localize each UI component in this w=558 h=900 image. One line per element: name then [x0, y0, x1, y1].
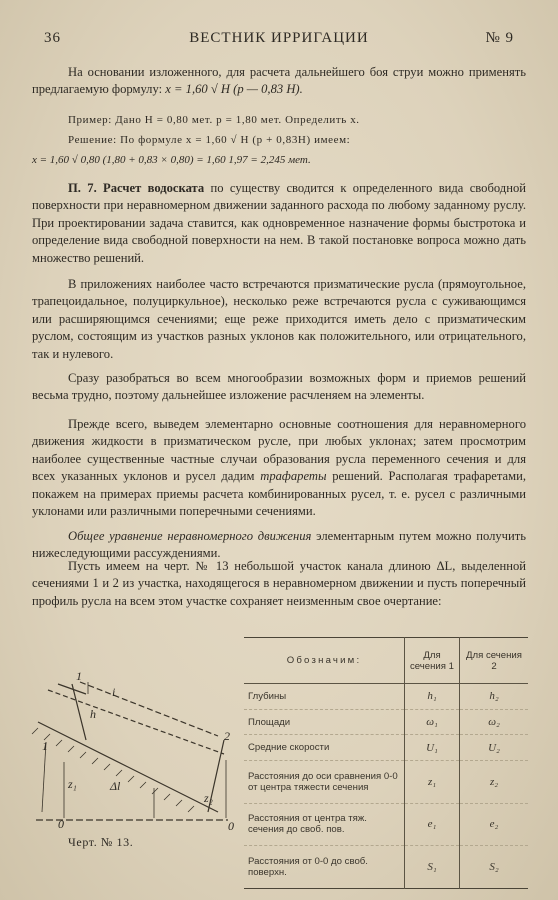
intro-text: На основании изложенного, для расчета дальнейшего боя струи можно применять предлагаемую формулу:	[32, 65, 526, 97]
row-value-section-1: S₁	[405, 846, 460, 889]
row-value-section-2: U₂	[460, 735, 529, 761]
paragraph-decomposition: Сразу разобраться во всем многообразии возможных форм и приемов решений весьма трудно, поэтому дальнейшее изложение расчленяем на элементы.	[32, 371, 526, 403]
templates-text-1: Прежде всего, выведем элементарно основные соотношения для неравномерного движения жидкости в призматическом русле, при любых уклонах; затем просмотрим наиболее существенные частные случаи образования русла переменного сечения и для всех указанных уклонов и русел дадим	[32, 417, 526, 484]
row-label: Площади	[244, 709, 405, 735]
row-value-section-1: ω₁	[405, 709, 460, 735]
paragraph-templates	[32, 416, 526, 520]
datum-0-left-label: 0	[58, 817, 64, 831]
row-label: Расстояния от 0-0 до своб. поверхн.	[244, 846, 405, 889]
example-solution: Решение: По формуле x = 1,60 √ H (p + 0,83H) имеем:	[68, 134, 351, 146]
page-number: 36	[44, 30, 61, 46]
row-label: Средние скорости	[244, 735, 405, 761]
row-value-section-1: z₁	[405, 760, 460, 803]
intro-formula: x = 1,60 √ H (p — 0,83 H).	[165, 82, 303, 97]
table-row	[244, 803, 528, 846]
example-given: Пример: Дано H = 0,80 мет. p = 1,80 мет. Определить x.	[68, 114, 360, 126]
section-7-text: по существу сводится к определенного вида свободной поверхности при неравномерном движении заданного расхода по любому заданному руслу. При проектировании задача ставится, как одновременное назначение формы быстротока и определение вида свободной поверхности на нем. В такой постановке вопроса можно дать множество решений.	[32, 181, 526, 265]
templates-text-2: решений. Располагая трафаретами, покажем на примерах приемы расчета комбинированных русел, т. е. русел с различными уклонами или различными поперечными сечениями.	[32, 469, 526, 519]
issue-number: № 9	[485, 30, 514, 46]
notation-table	[244, 637, 528, 889]
row-value-section-1: h₁	[405, 684, 460, 710]
table-row	[244, 709, 528, 735]
row-label: Расстояния от центра тяж. сечения до своб. пов.	[244, 803, 405, 846]
channel-bed-line	[38, 722, 218, 812]
z1-label: z₁	[68, 777, 77, 791]
depth-label: h	[90, 707, 96, 721]
table-row	[244, 735, 528, 761]
channel-drawing	[28, 662, 240, 834]
figure-caption: Черт. № 13.	[68, 835, 134, 849]
z2-label: z₂	[204, 791, 213, 805]
table-row	[244, 684, 528, 710]
delta-l-label: Δl	[110, 779, 121, 793]
row-label: Глубины	[244, 684, 405, 710]
water-surface-line	[48, 690, 224, 754]
table-header-section-1: Для сечения 1	[405, 638, 460, 684]
paragraph-section-7	[32, 180, 526, 267]
intro-paragraph	[32, 64, 526, 99]
running-header	[0, 30, 558, 50]
table-header-row	[244, 638, 528, 684]
row-label: Расстояния до оси сравнения 0-0 от центра тяжести сечения	[244, 760, 405, 803]
row-value-section-2: S₂	[460, 846, 529, 889]
table-header-section-2: Для сечения 2	[460, 638, 529, 684]
paragraph-prismatic: В приложениях наиболее часто встречаются призматические русла (прямоугольное, трапецоидальное, полуциркульное), несколько реже встречаются русла с суживающимся или расширяющимся сечениями; еще реже приходится иметь дело с призматическим руслом, состоящим из участков разных уклонов как положительного, или отрицательного, так и нулевого.	[32, 277, 526, 361]
row-value-section-2: h₂	[460, 684, 529, 710]
table-row	[244, 760, 528, 803]
table-header-notation: Обозначим:	[244, 638, 405, 684]
table-row	[244, 846, 528, 889]
row-value-section-2: e₂	[460, 803, 529, 846]
datum-0-right-label: 0	[228, 819, 234, 833]
slope-label: i	[112, 685, 116, 699]
row-value-section-2: z₂	[460, 760, 529, 803]
row-value-section-1: U₁	[405, 735, 460, 761]
section-1-label-bottom: 1	[42, 739, 48, 753]
general-equation-emphasis: Общее уравнение неравномерного движения	[68, 529, 312, 543]
row-value-section-1: e₁	[405, 803, 460, 846]
section-1-line	[72, 684, 86, 740]
general-equation-text: элементарным путем можно получить нижеследующими рассуждениями.	[32, 529, 526, 561]
row-value-section-2: ω₂	[460, 709, 529, 735]
templates-emphasis: трафареты	[260, 469, 327, 484]
paragraph-drawing-reference: Пусть имеем на черт. № 13 небольшой участок канала длиною ΔL, выделенной сечениями 1 и 2 из участка, находящегося в неравномерном движении и пусть поперечный профиль русла на всем этом участке сохраняет неизменным свое очертание:	[32, 559, 526, 608]
section-2-label: 2	[224, 729, 230, 743]
example-calculation: x = 1,60 √ 0,80 (1,80 + 0,83 × 0,80) = 1,60 1,97 = 2,245 мет.	[32, 154, 311, 166]
journal-title: ВЕСТНИК ИРРИГАЦИИ	[189, 30, 369, 46]
section-7-heading: П. 7. Расчет водоската	[68, 181, 205, 195]
section-1-label: 1	[76, 669, 82, 683]
